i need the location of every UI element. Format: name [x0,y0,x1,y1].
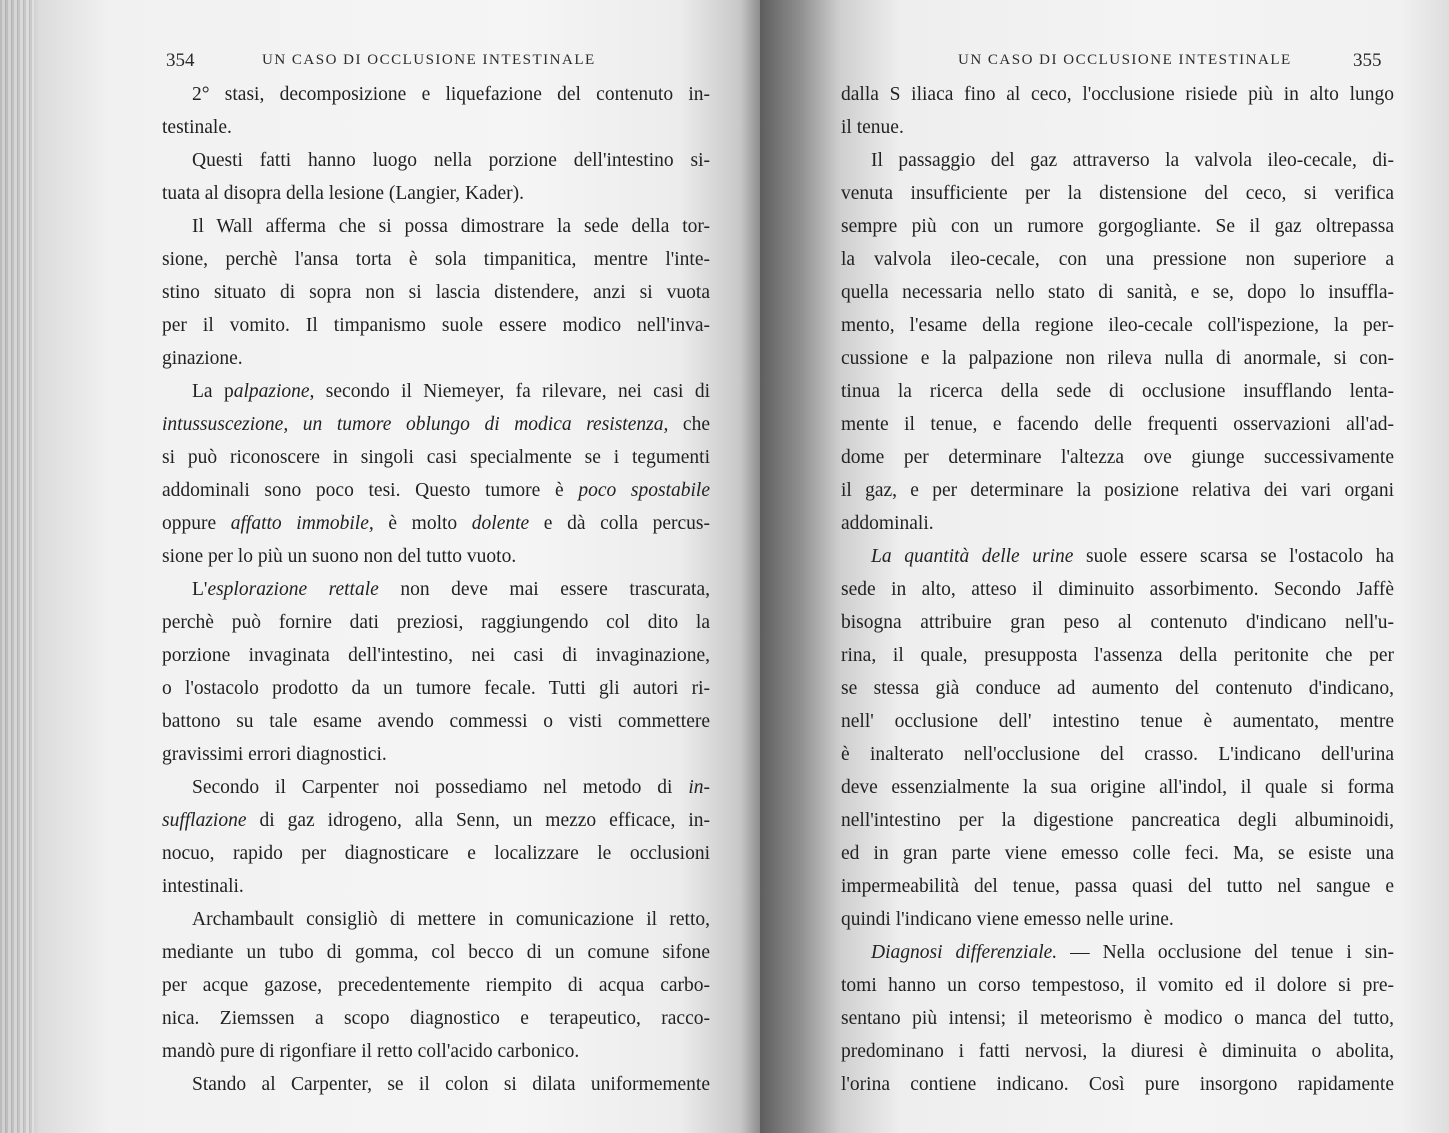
text-line: l'orina contiene indicano. Così pure insorgono rapidamente [841,1074,1394,1095]
text-line: testinale. [162,117,232,138]
text-line: mente il tenue, e facendo delle frequenti osservazioni all'ad- [841,414,1394,435]
text-line: addominali. [841,513,934,534]
text-line: sede in alto, atteso il diminuito assorbimento. Secondo Jaffè [841,579,1394,600]
right-page [760,0,1449,1133]
text-line: dome per determinare l'altezza ove giunge successivamente [841,447,1394,468]
text-line: il gaz, e per determinare la posizione relativa dei vari organi [841,480,1394,501]
text-line: ed in gran parte viene emesso colle feci. Ma, se esiste una [841,843,1394,864]
text-line: per acque gazose, precedentemente riempito di acqua carbo- [162,975,710,996]
text-line: tuata al disopra della lesione (Langier, Kader). [162,183,524,204]
text-line: tinua la ricerca della sede di occlusione insufflando lenta- [841,381,1394,402]
text-line: predominano i fatti nervosi, la diuresi è diminuita o abolita, [841,1041,1394,1062]
text-line: intussuscezione, un tumore oblungo di modica resistenza, che [162,414,710,435]
text-line: sione, perchè l'ansa torta è sola timpanitica, mentre l'inte- [162,249,710,270]
text-line: o l'ostacolo prodotto da un tumore fecale. Tutti gli autori ri- [162,678,710,699]
text-line: Il Wall afferma che si possa dimostrare la sede della tor- [192,216,710,237]
text-line: porzione invaginata dell'intestino, nei casi di invaginazione, [162,645,710,666]
text-line: ginazione. [162,348,243,369]
text-line: bisogna attribuire gran peso al contenuto d'indicano nell'u- [841,612,1394,633]
text-line: è inalterato nell'occlusione del crasso. L'indicano dell'urina [841,744,1394,765]
left-page-body [162,78,710,1101]
text-line: venuta insufficiente per la distensione del ceco, si verifica [841,183,1394,204]
text-line: stino situato di sopra non si lascia distendere, anzi si vuota [162,282,710,303]
text-line: cussione e la palpazione non rileva nulla di anormale, si con- [841,348,1394,369]
page-edges [0,0,34,1133]
text-line: Stando al Carpenter, se il colon si dilata uniformemente [192,1074,710,1095]
text-line: battono su tale esame avendo commessi o visti commettere [162,711,710,732]
text-line: mandò pure di rigonfiare il retto coll'acido carbonico. [162,1041,580,1062]
running-head-right: UN CASO DI OCCLUSIONE INTESTINALE [958,52,1292,68]
text-line: sufflazione di gaz idrogeno, alla Senn, un mezzo efficace, in- [162,810,710,831]
text-line: impermeabilità del tenue, passa quasi del tutto nel sangue e [841,876,1394,897]
text-line: Archambault consigliò di mettere in comunicazione il retto, [192,909,710,930]
text-line: sione per lo più un suono non del tutto vuoto. [162,546,517,567]
text-line: oppure affatto immobile, è molto dolente e dà colla percus- [162,513,710,534]
text-line: quindi l'indicano viene emesso nelle urine. [841,909,1174,930]
text-line: rina, il quale, presupposta l'assenza della peritonite che per [841,645,1394,666]
text-line: addominali sono poco tesi. Questo tumore è poco spostabile [162,480,710,501]
text-line: intestinali. [162,876,244,897]
page-number-right: 355 [1353,50,1382,71]
text-line: Il passaggio del gaz attraverso la valvola ileo-cecale, di- [871,150,1394,171]
text-line: il tenue. [841,117,904,138]
running-head-left: UN CASO DI OCCLUSIONE INTESTINALE [262,52,596,68]
text-line: sempre più con un rumore gorgogliante. Se il gaz oltrepassa [841,216,1394,237]
text-line: gravissimi errori diagnostici. [162,744,387,765]
text-line: mento, l'esame della regione ileo-cecale coll'ispezione, la per- [841,315,1394,336]
text-line: sentano più intensi; il meteorismo è modico o manca del tutto, [841,1008,1394,1029]
page-number-left: 354 [166,50,195,71]
text-line: per il vomito. Il timpanismo suole essere modico nell'inva- [162,315,710,336]
text-line: La palpazione, secondo il Niemeyer, fa rilevare, nei casi di [192,381,710,402]
text-line: mediante un tubo di gomma, col becco di un comune sifone [162,942,710,963]
text-line: quella necessaria nello stato di sanità, e se, dopo lo insuffla- [841,282,1394,303]
text-line: Secondo il Carpenter noi possediamo nel metodo di in- [192,777,710,798]
text-line: Questi fatti hanno luogo nella porzione dell'intestino si- [192,150,710,171]
text-line: Diagnosi differenziale. — Nella occlusione del tenue i sin- [871,942,1394,963]
text-line: La quantità delle urine suole essere scarsa se l'ostacolo ha [871,546,1394,567]
text-line: nocuo, rapido per diagnosticare e localizzare le occlusioni [162,843,710,864]
text-line: L'esplorazione rettale non deve mai essere trascurata, [192,579,710,600]
text-line: deve essenzialmente la sua origine all'indol, il quale si forma [841,777,1394,798]
text-line: nell'intestino per la digestione pancreatica degli albuminoidi, [841,810,1394,831]
text-line: nica. Ziemssen a scopo diagnostico e terapeutico, racco- [162,1008,710,1029]
text-line: se stessa già conduce ad aumento del contenuto d'indicano, [841,678,1394,699]
text-line: la valvola ileo-cecale, con una pressione non superiore a [841,249,1394,270]
right-page-body [841,78,1394,1101]
text-line: si può riconoscere in singoli casi specialmente se i tegumenti [162,447,710,468]
text-line: 2° stasi, decomposizione e liquefazione del contenuto in- [192,84,710,105]
text-line: tomi hanno un corso tempestoso, il vomito ed il dolore si pre- [841,975,1394,996]
text-line: dalla S iliaca fino al ceco, l'occlusione risiede più in alto lungo [841,84,1394,105]
text-line: nell' occlusione dell' intestino tenue è aumentato, mentre [841,711,1394,732]
text-line: perchè può fornire dati preziosi, raggiungendo col dito la [162,612,710,633]
